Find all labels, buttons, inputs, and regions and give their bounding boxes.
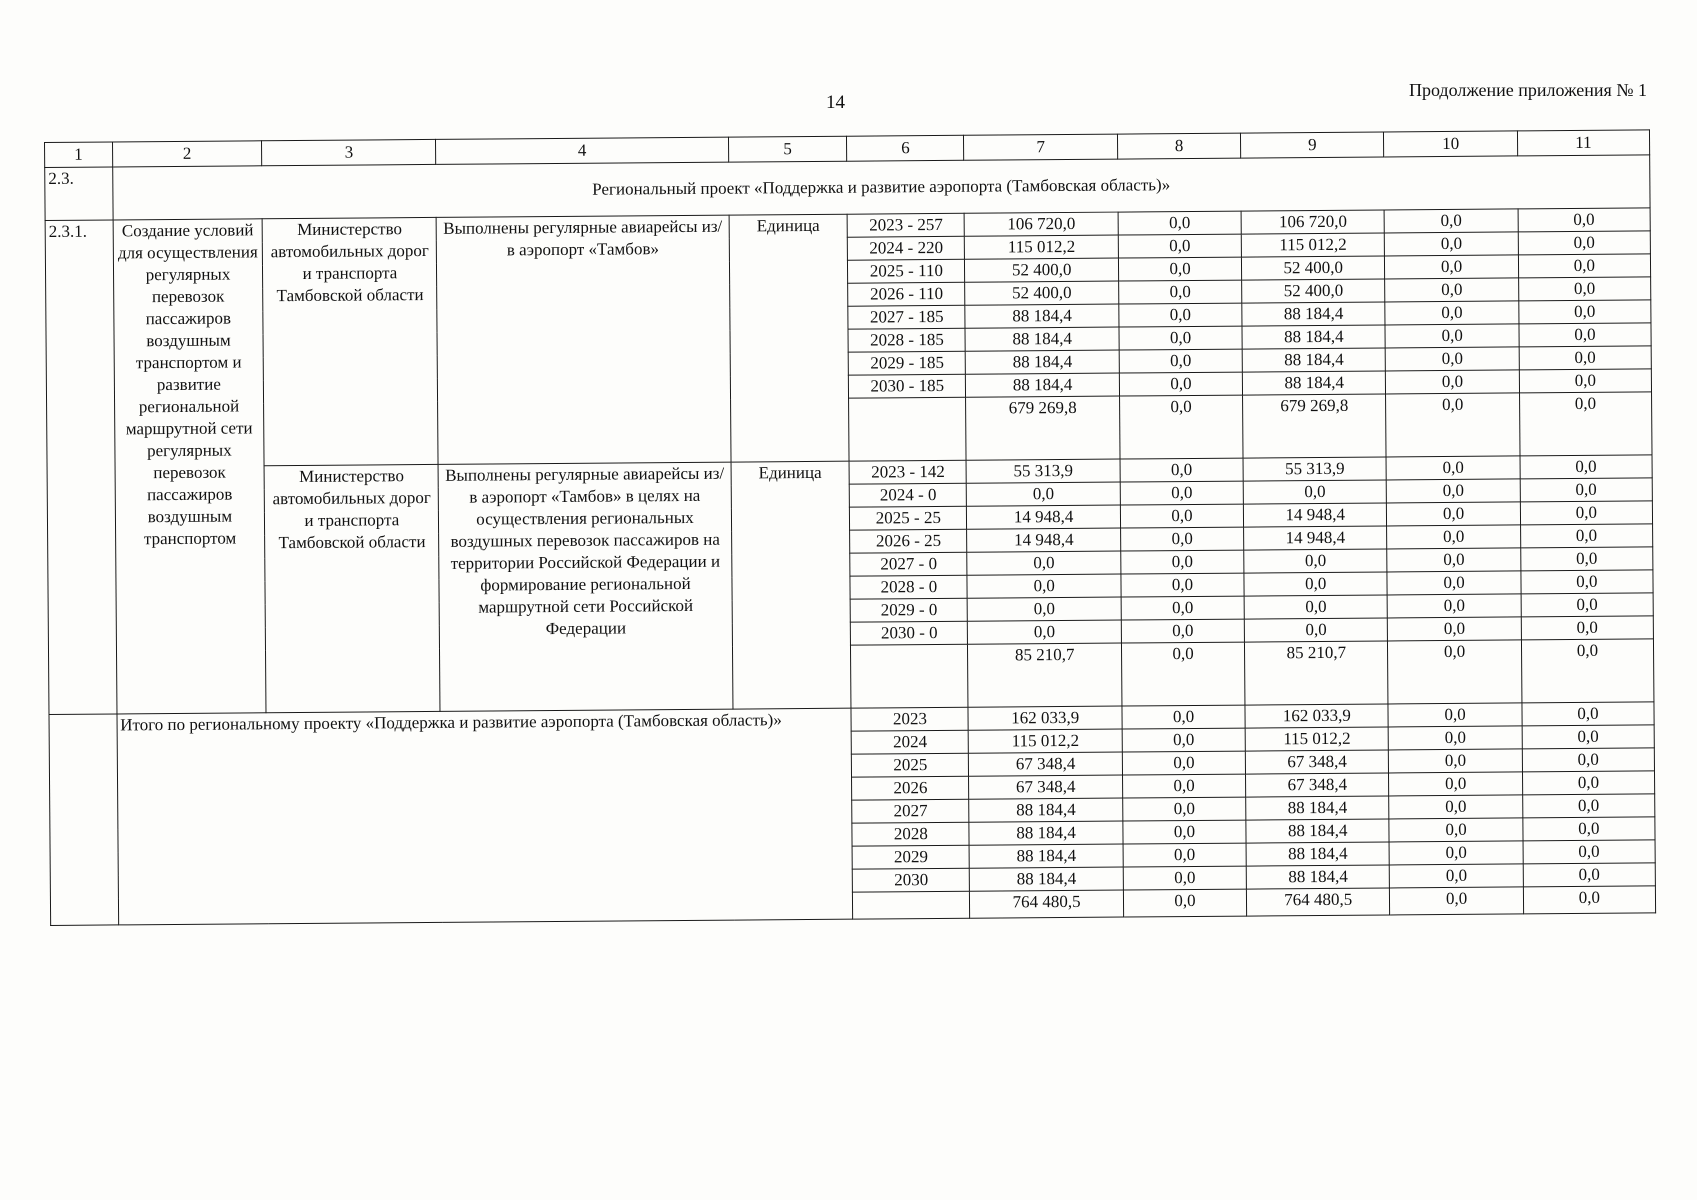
value-col11: 0,0 xyxy=(1522,725,1654,749)
year-target: 2029 - 185 xyxy=(849,351,966,375)
year-target: 2029 - 0 xyxy=(851,598,968,622)
year-target: 2030 - 0 xyxy=(851,621,968,645)
value-col11: 0,0 xyxy=(1521,639,1654,703)
value-col8: 0,0 xyxy=(1120,458,1243,482)
value-col11: 0,0 xyxy=(1521,616,1653,640)
value-col9: 14 948,4 xyxy=(1243,503,1387,527)
value-col11: 0,0 xyxy=(1518,277,1650,301)
value-col11: 0,0 xyxy=(1520,478,1652,502)
column-number: 8 xyxy=(1117,133,1240,159)
value-col7: 52 400,0 xyxy=(965,258,1119,282)
value-col9: 67 348,4 xyxy=(1245,750,1389,774)
value-col10: 0,0 xyxy=(1390,841,1523,865)
year-target: 2027 - 185 xyxy=(848,305,965,329)
value-col10: 0,0 xyxy=(1386,370,1519,394)
value-col10: 0,0 xyxy=(1385,301,1518,325)
value-col7: 115 012,2 xyxy=(968,729,1122,753)
year-target: 2023 - 257 xyxy=(848,213,965,237)
value-col8: 0,0 xyxy=(1118,257,1241,281)
value-col8: 0,0 xyxy=(1119,280,1242,304)
value-col8: 0,0 xyxy=(1121,573,1244,597)
value-col8: 0,0 xyxy=(1123,820,1246,844)
value-col10: 0,0 xyxy=(1388,703,1521,727)
value-col11: 0,0 xyxy=(1519,323,1651,347)
summary-year: 2030 xyxy=(853,868,970,892)
value-col7: 88 184,4 xyxy=(965,327,1119,351)
value-col9: 0,0 xyxy=(1244,618,1388,642)
summary-year: 2025 xyxy=(852,753,969,777)
value-col11: 0,0 xyxy=(1519,369,1651,393)
value-col10: 0,0 xyxy=(1387,571,1520,595)
value-col11: 0,0 xyxy=(1523,840,1655,864)
value-col10: 0,0 xyxy=(1388,640,1522,704)
column-number: 6 xyxy=(847,135,964,161)
value-col11: 0,0 xyxy=(1518,254,1650,278)
value-col10: 0,0 xyxy=(1385,324,1518,348)
value-col7: 52 400,0 xyxy=(965,281,1119,305)
value-col10: 0,0 xyxy=(1390,887,1523,915)
summary-year xyxy=(853,891,970,919)
value-col9: 115 012,2 xyxy=(1245,727,1389,751)
value-col8: 0,0 xyxy=(1123,774,1246,798)
value-col8: 0,0 xyxy=(1121,619,1244,643)
value-col7: 764 480,5 xyxy=(970,890,1124,918)
executor: Министерство автомобильных дорог и транспорта Тамбовской области xyxy=(262,217,438,465)
value-col7: 162 033,9 xyxy=(968,706,1122,730)
page-number: 14 xyxy=(826,92,845,113)
value-col11: 0,0 xyxy=(1521,593,1653,617)
value-col10: 0,0 xyxy=(1387,548,1520,572)
value-col9: 85 210,7 xyxy=(1244,641,1388,705)
value-col8: 0,0 xyxy=(1119,303,1242,327)
value-col8: 0,0 xyxy=(1123,797,1246,821)
value-col9: 52 400,0 xyxy=(1241,256,1385,280)
value-col10: 0,0 xyxy=(1385,278,1518,302)
value-col7: 0,0 xyxy=(967,597,1121,621)
value-col8: 0,0 xyxy=(1121,642,1244,706)
value-col9: 115 012,2 xyxy=(1241,233,1385,257)
continuation-label: Продолжение приложения № 1 xyxy=(1408,80,1647,100)
value-col9: 162 033,9 xyxy=(1245,704,1389,728)
value-col11: 0,0 xyxy=(1518,208,1650,232)
value-col11: 0,0 xyxy=(1523,817,1655,841)
summary-label: Итого по региональному проекту «Поддержка и развитие аэропорта (Тамбовская область)» xyxy=(117,708,853,925)
column-number: 4 xyxy=(436,137,728,164)
column-number: 2 xyxy=(112,141,262,167)
value-col11: 0,0 xyxy=(1520,547,1652,571)
year-target: 2024 - 0 xyxy=(850,483,967,507)
value-col9: 764 480,5 xyxy=(1246,888,1390,916)
value-col7: 0,0 xyxy=(967,574,1121,598)
value-col11: 0,0 xyxy=(1520,524,1652,548)
value-col10: 0,0 xyxy=(1387,502,1520,526)
value-col7: 88 184,4 xyxy=(970,867,1124,891)
value-col10: 0,0 xyxy=(1388,617,1521,641)
value-col7: 88 184,4 xyxy=(969,821,1123,845)
value-col11: 0,0 xyxy=(1519,392,1652,456)
value-col8: 0,0 xyxy=(1119,349,1242,373)
value-col10: 0,0 xyxy=(1385,255,1518,279)
value-col11: 0,0 xyxy=(1521,570,1653,594)
value-col11: 0,0 xyxy=(1522,794,1654,818)
summary-year: 2028 xyxy=(852,822,969,846)
value-col11: 0,0 xyxy=(1520,501,1652,525)
year-target: 2028 - 185 xyxy=(848,328,965,352)
column-number: 5 xyxy=(728,136,847,162)
result: Выполнены регулярные авиарейсы из/в аэропорт «Тамбов» в целях на осуществления региональных воздушных перевозок пассажиров на территории Российской Федерации и формирование региональной маршрутной сети Российской Федерации xyxy=(439,462,733,711)
value-col8: 0,0 xyxy=(1122,705,1245,729)
column-number: 11 xyxy=(1517,130,1649,156)
value-col9: 0,0 xyxy=(1243,480,1387,504)
value-col9: 679 269,8 xyxy=(1243,394,1387,458)
summary-code xyxy=(49,714,118,926)
value-col8: 0,0 xyxy=(1123,843,1246,867)
column-number: 9 xyxy=(1240,132,1384,158)
value-col8: 0,0 xyxy=(1119,326,1242,350)
value-col11: 0,0 xyxy=(1520,455,1652,479)
value-col9: 55 313,9 xyxy=(1243,457,1387,481)
year-target: 2025 - 110 xyxy=(848,259,965,283)
value-col7: 14 948,4 xyxy=(967,528,1121,552)
value-col7: 0,0 xyxy=(966,482,1120,506)
value-col8: 0,0 xyxy=(1123,866,1246,890)
value-col11: 0,0 xyxy=(1519,346,1651,370)
year-target xyxy=(849,397,966,461)
value-col8: 0,0 xyxy=(1121,596,1244,620)
value-col10: 0,0 xyxy=(1389,795,1522,819)
value-col8: 0,0 xyxy=(1122,728,1245,752)
year-target: 2026 - 25 xyxy=(850,529,967,553)
value-col9: 88 184,4 xyxy=(1246,796,1390,820)
value-col9: 88 184,4 xyxy=(1242,302,1386,326)
value-col7: 106 720,0 xyxy=(964,212,1118,236)
year-target: 2026 - 110 xyxy=(848,282,965,306)
value-col8: 0,0 xyxy=(1118,234,1241,258)
column-number: 1 xyxy=(45,142,113,168)
value-col9: 0,0 xyxy=(1244,549,1388,573)
value-col7: 0,0 xyxy=(967,551,1121,575)
section-title: Региональный проект «Поддержка и развитие аэропорта (Тамбовская область)» xyxy=(112,155,1650,220)
value-col9: 67 348,4 xyxy=(1246,773,1390,797)
year-target xyxy=(851,644,968,708)
column-number: 10 xyxy=(1384,131,1517,157)
value-col8: 0,0 xyxy=(1121,550,1244,574)
budget-table xyxy=(44,129,1656,926)
value-col10: 0,0 xyxy=(1389,749,1522,773)
summary-year: 2026 xyxy=(852,776,969,800)
year-target: 2023 - 142 xyxy=(849,460,966,484)
year-target: 2025 - 25 xyxy=(850,506,967,530)
value-col9: 0,0 xyxy=(1244,595,1388,619)
value-col7: 55 313,9 xyxy=(966,459,1120,483)
value-col9: 88 184,4 xyxy=(1246,819,1390,843)
value-col10: 0,0 xyxy=(1386,347,1519,371)
column-number: 3 xyxy=(262,139,436,165)
value-col10: 0,0 xyxy=(1385,232,1518,256)
executor: Министерство автомобильных дорог и транспорта Тамбовской области xyxy=(264,464,440,712)
value-col11: 0,0 xyxy=(1518,231,1650,255)
value-col10: 0,0 xyxy=(1390,864,1523,888)
value-col7: 88 184,4 xyxy=(969,798,1123,822)
value-col8: 0,0 xyxy=(1120,504,1243,528)
summary-year: 2023 xyxy=(851,707,968,731)
value-col10: 0,0 xyxy=(1385,209,1518,233)
value-col10: 0,0 xyxy=(1388,594,1521,618)
value-col7: 88 184,4 xyxy=(969,844,1123,868)
value-col9: 14 948,4 xyxy=(1244,526,1388,550)
value-col9: 88 184,4 xyxy=(1246,865,1390,889)
value-col11: 0,0 xyxy=(1522,771,1654,795)
value-col7: 67 348,4 xyxy=(969,775,1123,799)
value-col9: 88 184,4 xyxy=(1242,371,1386,395)
year-target: 2030 - 185 xyxy=(849,374,966,398)
value-col9: 0,0 xyxy=(1244,572,1388,596)
year-target: 2027 - 0 xyxy=(850,552,967,576)
unit: Единица xyxy=(731,461,852,709)
value-col8: 0,0 xyxy=(1122,751,1245,775)
value-col7: 679 269,8 xyxy=(966,396,1120,460)
value-col10: 0,0 xyxy=(1387,479,1520,503)
value-col8: 0,0 xyxy=(1120,481,1243,505)
value-col8: 0,0 xyxy=(1118,211,1241,235)
value-col11: 0,0 xyxy=(1523,886,1655,914)
value-col10: 0,0 xyxy=(1389,818,1522,842)
value-col9: 52 400,0 xyxy=(1242,279,1386,303)
value-col8: 0,0 xyxy=(1121,527,1244,551)
value-col7: 115 012,2 xyxy=(965,235,1119,259)
summary-year: 2029 xyxy=(853,845,970,869)
value-col10: 0,0 xyxy=(1389,772,1522,796)
value-col9: 88 184,4 xyxy=(1242,348,1386,372)
value-col7: 85 210,7 xyxy=(968,643,1122,707)
value-col10: 0,0 xyxy=(1387,525,1520,549)
section-code: 2.3. xyxy=(45,167,113,221)
value-col10: 0,0 xyxy=(1386,393,1520,457)
value-col11: 0,0 xyxy=(1522,748,1654,772)
value-col9: 106 720,0 xyxy=(1241,210,1385,234)
result: Выполнены регулярные авиарейсы из/в аэропорт «Тамбов» xyxy=(437,215,731,464)
value-col7: 0,0 xyxy=(968,620,1122,644)
value-col9: 88 184,4 xyxy=(1246,842,1390,866)
value-col7: 14 948,4 xyxy=(967,505,1121,529)
value-col8: 0,0 xyxy=(1119,372,1242,396)
value-col11: 0,0 xyxy=(1522,702,1654,726)
value-col8: 0,0 xyxy=(1123,889,1246,917)
value-col10: 0,0 xyxy=(1389,726,1522,750)
value-col11: 0,0 xyxy=(1519,300,1651,324)
value-col7: 88 184,4 xyxy=(966,373,1120,397)
value-col11: 0,0 xyxy=(1523,863,1655,887)
value-col7: 88 184,4 xyxy=(965,304,1119,328)
year-target: 2028 - 0 xyxy=(850,575,967,599)
value-col7: 88 184,4 xyxy=(965,350,1119,374)
value-col7: 67 348,4 xyxy=(969,752,1123,776)
summary-year: 2024 xyxy=(852,730,969,754)
value-col8: 0,0 xyxy=(1120,395,1243,459)
summary-year: 2027 xyxy=(852,799,969,823)
column-number: 7 xyxy=(964,134,1118,160)
value-col10: 0,0 xyxy=(1386,456,1519,480)
item-code: 2.3.1. xyxy=(45,220,117,715)
value-col9: 88 184,4 xyxy=(1242,325,1386,349)
year-target: 2024 - 220 xyxy=(848,236,965,260)
item-name: Создание условий для осуществления регулярных перевозок пассажиров воздушным транспортом и развитие региональной маршрутной сети регулярных перевозок пассажиров воздушным транспортом xyxy=(113,219,267,714)
unit: Единица xyxy=(729,214,850,462)
